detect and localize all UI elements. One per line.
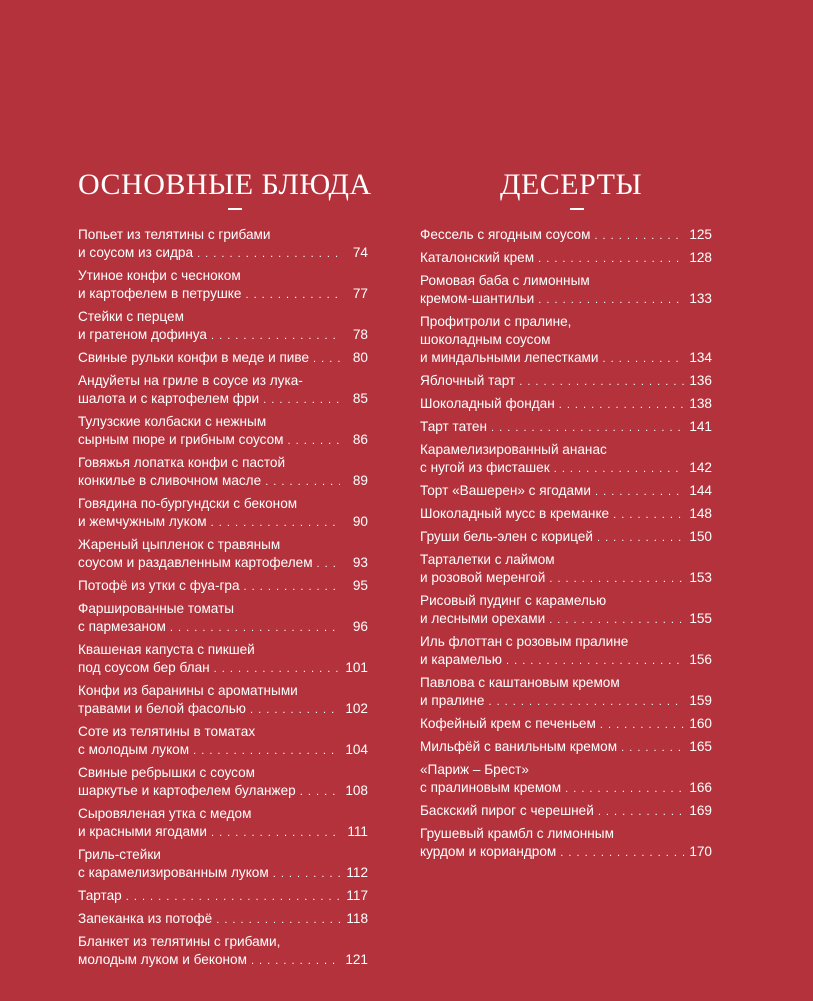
toc-entry[interactable] xyxy=(78,846,368,883)
toc-entry[interactable] xyxy=(78,682,368,719)
entry-title-line: конкилье в сливочном масле xyxy=(78,473,262,488)
page-number: 169 xyxy=(689,803,712,818)
page-number: 141 xyxy=(689,419,712,434)
entry-title-line: Кофейный крем с печеньем xyxy=(420,716,596,731)
entry-row xyxy=(420,692,712,711)
toc-entry[interactable] xyxy=(420,761,712,798)
entry-title-line: курдом и кориандром xyxy=(420,844,557,859)
dot-leader xyxy=(549,570,684,588)
entry-row xyxy=(78,910,368,929)
entry-title-line: Рисовый пудинг с карамелью xyxy=(420,593,607,608)
page-number: 133 xyxy=(689,291,712,306)
page-number: 159 xyxy=(689,693,712,708)
dot-leader xyxy=(250,701,340,719)
dot-leader xyxy=(538,291,684,309)
entry-row xyxy=(78,782,368,801)
dot-leader xyxy=(288,432,340,450)
entry-title-line: Ромовая баба с лимонным xyxy=(420,273,590,288)
entry-row xyxy=(78,431,368,450)
toc-entry[interactable] xyxy=(78,536,368,573)
dot-leader xyxy=(597,529,684,547)
entry-title-line: с молодым луком xyxy=(78,742,190,757)
entry-title-line: с нугой из фисташек xyxy=(420,460,550,475)
dot-leader xyxy=(600,716,684,734)
toc-entry[interactable] xyxy=(78,805,368,842)
entry-title-line: Говяжья лопатка конфи с пастой xyxy=(78,455,286,470)
dot-leader xyxy=(506,652,684,670)
entry-title-line: Гриль-стейки xyxy=(78,847,161,862)
entry-title-line: Потофё из утки с фуа-гра xyxy=(78,578,240,593)
entry-title-line: и соусом из сидра xyxy=(78,245,194,260)
entry-title-line: Грушевый крамбл с лимонным xyxy=(420,826,614,841)
page-number: 118 xyxy=(346,911,368,926)
dot-leader xyxy=(170,619,340,637)
dot-leader xyxy=(549,611,684,629)
page-number: 93 xyxy=(352,555,368,570)
page-number: 96 xyxy=(352,619,368,634)
entry-row xyxy=(78,244,368,263)
entry-title-line: Запеканка из потофё xyxy=(78,911,213,926)
dot-leader xyxy=(300,783,340,801)
entry-row xyxy=(420,843,712,862)
entry-title-line: Профитроли с пралине, xyxy=(420,314,572,329)
entry-title-line: Попьет из телятины с грибами xyxy=(78,227,271,242)
entry-title-line: и пралине xyxy=(420,693,485,708)
entry-title-line: шоколадным соусом xyxy=(420,332,551,347)
entry-row xyxy=(420,738,712,757)
entry-title-line: Свиные ребрышки с соусом xyxy=(78,765,255,780)
entry-row xyxy=(78,823,368,842)
toc-entry[interactable] xyxy=(78,764,368,801)
entry-row xyxy=(420,779,712,798)
page-number: 136 xyxy=(689,373,712,388)
dot-leader xyxy=(565,780,684,798)
entry-title-line: Баскский пирог с черешней xyxy=(420,803,594,818)
dot-leader xyxy=(211,514,340,532)
dot-leader xyxy=(560,844,684,862)
toc-entry[interactable] xyxy=(420,272,712,309)
entry-row xyxy=(78,659,368,678)
entry-row xyxy=(78,326,368,345)
page-number: 104 xyxy=(345,742,368,757)
entry-title-line: и жемчужным луком xyxy=(78,514,207,529)
entry-row xyxy=(420,482,712,501)
entry-row xyxy=(420,802,712,821)
entry-title-line: Торт «Вашерен» с ягодами xyxy=(420,483,591,498)
entry-title-line: и красными ягодами xyxy=(78,824,207,839)
page-number: 156 xyxy=(689,652,712,667)
entry-row xyxy=(420,418,712,437)
entry-row xyxy=(420,349,712,368)
dot-leader xyxy=(273,865,340,883)
toc-entry[interactable] xyxy=(78,495,368,532)
entry-title-line: сырным пюре и грибным соусом xyxy=(78,432,284,447)
entry-row xyxy=(78,700,368,719)
toc-entry[interactable] xyxy=(78,308,368,345)
toc-entry[interactable] xyxy=(78,577,368,596)
entry-title-line: Говядина по-бургундски с беконом xyxy=(78,496,298,511)
page-number: 148 xyxy=(689,506,712,521)
page-number: 138 xyxy=(689,396,712,411)
entry-title-line: Павлова с каштановым кремом xyxy=(420,675,620,690)
page-number: 144 xyxy=(689,483,712,498)
toc-entry[interactable] xyxy=(78,267,368,304)
entry-title-line: Тартар xyxy=(78,888,122,903)
entry-row xyxy=(420,528,712,547)
toc-entry[interactable] xyxy=(78,372,368,409)
dot-leader xyxy=(245,286,340,304)
toc-entry[interactable] xyxy=(420,313,712,368)
page-number: 101 xyxy=(345,660,368,675)
entry-title-line: Мильфёй с ванильным кремом xyxy=(420,739,618,754)
entry-title-line: Соте из телятины в томатах xyxy=(78,724,256,739)
toc-entry[interactable] xyxy=(420,249,712,268)
entry-title-line: Свиные рульки конфи в меде и пиве xyxy=(78,350,310,365)
dot-leader xyxy=(594,227,684,245)
dot-leader xyxy=(265,473,340,491)
dot-leader xyxy=(519,373,684,391)
dot-leader xyxy=(595,483,684,501)
page-number: 142 xyxy=(689,460,712,475)
entry-row xyxy=(78,951,368,970)
page-number: 150 xyxy=(689,529,712,544)
entry-row xyxy=(420,395,712,414)
entry-row xyxy=(420,610,712,629)
entry-title-line: Фессель с ягодным соусом xyxy=(420,227,591,242)
page-number: 117 xyxy=(346,888,368,903)
entry-title-line: Андуйеты на гриле в соусе из лука- xyxy=(78,373,303,388)
dot-leader xyxy=(598,803,684,821)
entry-title-line: Тулузские колбаски с нежным xyxy=(78,414,267,429)
entry-row xyxy=(78,285,368,304)
dot-leader xyxy=(313,350,340,368)
section-title: ДЕСЕРТЫ xyxy=(500,168,643,201)
toc-list xyxy=(78,226,368,970)
entry-title-line: Яблочный тарт xyxy=(420,373,516,388)
dot-leader xyxy=(554,460,684,478)
entry-row xyxy=(420,505,712,524)
dot-leader xyxy=(613,506,684,524)
entry-title-line: и карамелью xyxy=(420,652,502,667)
toc-list xyxy=(420,226,712,862)
dot-leader xyxy=(263,391,340,409)
toc-entry[interactable] xyxy=(420,592,712,629)
page-number: 128 xyxy=(689,250,712,265)
entry-title-line: Жареный цыпленок с травяным xyxy=(78,537,281,552)
page-number: 74 xyxy=(352,245,368,260)
title-divider xyxy=(228,208,242,210)
toc-entry[interactable] xyxy=(78,933,368,970)
toc-entry[interactable] xyxy=(420,825,712,862)
entry-row xyxy=(78,577,368,596)
entry-title-line: с карамелизированным луком xyxy=(78,865,269,880)
page-number: 77 xyxy=(352,286,368,301)
entry-title-line: Карамелизированный ананас xyxy=(420,442,607,457)
entry-row xyxy=(420,715,712,734)
page-number: 125 xyxy=(689,227,712,242)
toc-entry[interactable] xyxy=(420,715,712,734)
entry-row xyxy=(420,569,712,588)
toc-entry[interactable] xyxy=(420,633,712,670)
dot-leader xyxy=(216,911,340,929)
section-title: ОСНОВНЫЕ БЛЮДА xyxy=(78,168,372,201)
page-number: 86 xyxy=(352,432,368,447)
main-dishes-column xyxy=(78,165,372,974)
toc-entry[interactable] xyxy=(420,226,712,245)
toc-entry[interactable] xyxy=(420,395,712,414)
toc-entry[interactable] xyxy=(78,600,368,637)
entry-row xyxy=(78,390,368,409)
dot-leader xyxy=(193,742,340,760)
entry-row xyxy=(78,887,368,906)
page-number: 134 xyxy=(689,350,712,365)
entry-title-line: Бланкет из телятины с грибами, xyxy=(78,934,281,949)
page-number: 85 xyxy=(352,391,368,406)
entry-title-line: Шоколадный мусс в креманке xyxy=(420,506,610,521)
entry-title-line: Конфи из баранины с ароматными xyxy=(78,683,298,698)
toc-entry[interactable] xyxy=(78,349,368,368)
dot-leader xyxy=(603,350,685,368)
entry-title-line: соусом и раздавленным картофелем xyxy=(78,555,313,570)
dot-leader xyxy=(488,693,684,711)
page-number: 78 xyxy=(352,327,368,342)
page-number: 89 xyxy=(352,473,368,488)
toc-entry[interactable] xyxy=(78,226,368,263)
entry-row xyxy=(420,651,712,670)
page-number: 112 xyxy=(346,865,368,880)
toc-entry[interactable] xyxy=(78,641,368,678)
toc-entry[interactable] xyxy=(78,887,368,906)
entry-row xyxy=(78,349,368,368)
entry-title-line: Сыровяленая утка с медом xyxy=(78,806,252,821)
entry-title-line: Квашеная капуста с пикшей xyxy=(78,642,255,657)
entry-row xyxy=(78,472,368,491)
toc-entry[interactable] xyxy=(420,551,712,588)
dot-leader xyxy=(126,888,340,906)
dot-leader xyxy=(251,952,340,970)
toc-entry[interactable] xyxy=(78,413,368,450)
entry-title-line: Тарталетки с лаймом xyxy=(420,552,555,567)
dot-leader xyxy=(211,327,340,345)
entry-row xyxy=(78,618,368,637)
entry-title-line: шаркутье и картофелем буланжер xyxy=(78,783,296,798)
entry-title-line: травами и белой фасолью xyxy=(78,701,246,716)
page-number: 108 xyxy=(345,783,368,798)
dot-leader xyxy=(211,824,340,842)
entry-title-line: и картофелем в петрушке xyxy=(78,286,242,301)
entry-row xyxy=(420,226,712,245)
page-number: 160 xyxy=(689,716,712,731)
entry-row xyxy=(78,513,368,532)
dot-leader xyxy=(538,250,684,268)
toc-entry[interactable] xyxy=(420,505,712,524)
page-number: 170 xyxy=(689,844,712,859)
page-number: 102 xyxy=(345,701,368,716)
page-number: 165 xyxy=(689,739,712,754)
entry-title-line: Тарт татен xyxy=(420,419,487,434)
entry-title-line: Груши бель-элен с корицей xyxy=(420,529,593,544)
page-number: 90 xyxy=(352,514,368,529)
entry-row xyxy=(420,372,712,391)
entry-row xyxy=(420,290,712,309)
entry-title-line: и гратеном дофинуа xyxy=(78,327,207,342)
entry-title-line: Стейки с перцем xyxy=(78,309,184,324)
entry-title-line: Утиное конфи с чесноком xyxy=(78,268,241,283)
entry-title-line: молодым луком и беконом xyxy=(78,952,247,967)
page-number: 111 xyxy=(347,824,368,839)
dot-leader xyxy=(244,578,340,596)
page-number: 155 xyxy=(689,611,712,626)
entry-title-line: кремом-шантильи xyxy=(420,291,535,306)
toc-entry[interactable] xyxy=(420,418,712,437)
page-number: 166 xyxy=(689,780,712,795)
entry-row xyxy=(420,459,712,478)
title-divider xyxy=(570,208,584,210)
toc-entry[interactable] xyxy=(78,454,368,491)
page-number: 80 xyxy=(352,350,368,365)
dot-leader xyxy=(559,396,684,414)
toc-entry[interactable] xyxy=(78,723,368,760)
entry-row xyxy=(78,864,368,883)
page-number: 95 xyxy=(352,578,368,593)
entry-title-line: Шоколадный фондан xyxy=(420,396,555,411)
entry-row xyxy=(78,554,368,573)
dot-leader xyxy=(621,739,684,757)
toc-entry[interactable] xyxy=(420,528,712,547)
entry-title-line: «Париж – Брест» xyxy=(420,762,529,777)
toc-entry[interactable] xyxy=(420,738,712,757)
entry-title-line: и миндальными лепестками xyxy=(420,350,599,365)
toc-entry[interactable] xyxy=(420,802,712,821)
toc-entry[interactable] xyxy=(78,910,368,929)
entry-title-line: Фаршированные томаты xyxy=(78,601,235,616)
page-number: 153 xyxy=(689,570,712,585)
dot-leader xyxy=(197,245,340,263)
entry-title-line: Каталонский крем xyxy=(420,250,535,265)
entry-title-line: Иль флоттан с розовым пралине xyxy=(420,634,629,649)
dot-leader xyxy=(317,555,340,573)
dot-leader xyxy=(214,660,340,678)
page-number: 121 xyxy=(345,952,368,967)
toc-entry[interactable] xyxy=(420,674,712,711)
dot-leader xyxy=(491,419,684,437)
entry-title-line: с пармезаном xyxy=(78,619,166,634)
entry-title-line: и розовой меренгой xyxy=(420,570,546,585)
toc-entry[interactable] xyxy=(420,482,712,501)
entry-row xyxy=(420,249,712,268)
entry-title-line: с пралиновым кремом xyxy=(420,780,562,795)
entry-title-line: и лесными орехами xyxy=(420,611,546,626)
toc-entry[interactable] xyxy=(420,441,712,478)
entry-row xyxy=(78,741,368,760)
entry-title-line: под соусом бер блан xyxy=(78,660,210,675)
entry-title-line: шалота и с картофелем фри xyxy=(78,391,260,406)
desserts-column xyxy=(420,165,712,866)
toc-entry[interactable] xyxy=(420,372,712,391)
